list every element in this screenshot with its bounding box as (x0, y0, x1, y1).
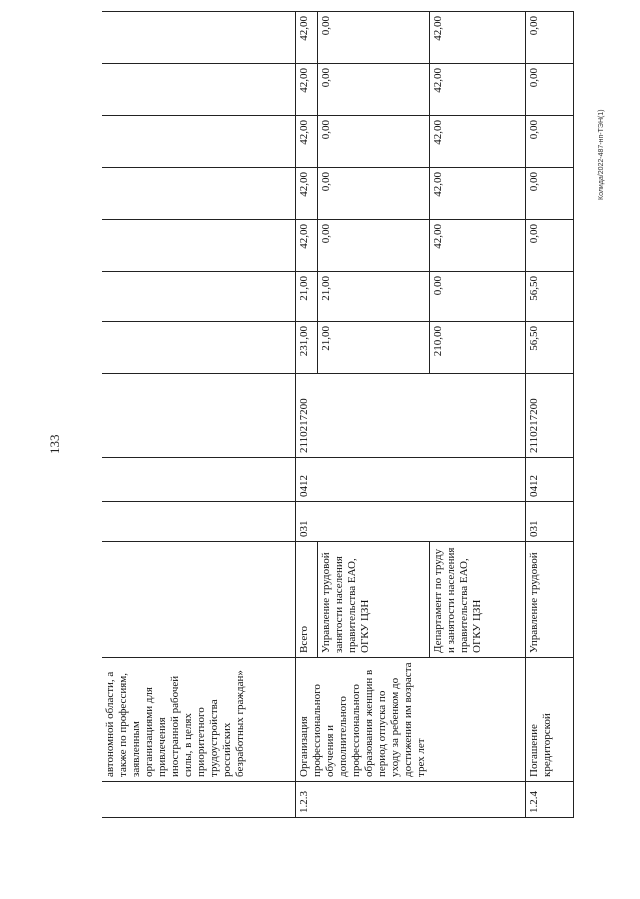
cell-year-5: 42,00 (295, 64, 317, 116)
budget-table-rotor (102, 16, 573, 818)
budget-table-sheet (102, 16, 573, 818)
cell-year-5: 0,00 (317, 64, 429, 116)
cell-total (102, 322, 295, 374)
cell-year-2: 0,00 (317, 220, 429, 272)
cell-csr (102, 374, 295, 458)
cell-responsible: Управление трудовой (525, 542, 573, 658)
watermark-text: Колида/2022-487-нп-ТЭН(1) (598, 109, 605, 200)
cell-no: 1.2.4 (525, 782, 573, 818)
cell-year-3: 42,00 (429, 168, 525, 220)
cell-rzpr: 0412 (525, 458, 573, 502)
cell-activity: Погашение кредиторской (525, 658, 573, 782)
cell-year-2: 42,00 (295, 220, 317, 272)
cell-year-1: 0,00 (429, 272, 525, 322)
cell-total: 231,00 (295, 322, 317, 374)
cell-rzpr (317, 458, 429, 502)
table-row-1-2-3-total (295, 12, 317, 818)
cell-year-6: 0,00 (317, 12, 429, 64)
cell-year-6: 42,00 (429, 12, 525, 64)
cell-no: 1.2.3 (295, 782, 525, 818)
cell-year-5 (102, 64, 295, 116)
table-row-continuation (102, 12, 295, 818)
page-number: 133 (47, 434, 62, 454)
cell-year-2 (102, 220, 295, 272)
cell-rzpr: 0412 (295, 458, 317, 502)
cell-year-6 (102, 12, 295, 64)
cell-rzpr (102, 458, 295, 502)
cell-year-4: 0,00 (317, 116, 429, 168)
cell-year-1 (102, 272, 295, 322)
cell-year-2: 0,00 (525, 220, 573, 272)
cell-year-1: 56,50 (525, 272, 573, 322)
cell-csr (317, 374, 429, 458)
cell-csr: 2110217200 (295, 374, 317, 458)
cell-grbs: 031 (525, 502, 573, 542)
cell-grbs: 031 (295, 502, 317, 542)
cell-responsible: Всего (295, 542, 317, 658)
cell-activity: Организация профессионального обучения и дополнительного профессионального образования женщин в период отпуска по уходу за ребенком до достижения им возраста трех лет (295, 658, 525, 782)
cell-year-3: 0,00 (317, 168, 429, 220)
cell-year-1: 21,00 (317, 272, 429, 322)
cell-year-6: 0,00 (525, 12, 573, 64)
cell-year-5: 0,00 (525, 64, 573, 116)
cell-total: 210,00 (429, 322, 525, 374)
cell-responsible (102, 542, 295, 658)
cell-year-4 (102, 116, 295, 168)
cell-year-2: 42,00 (429, 220, 525, 272)
budget-table (102, 11, 574, 818)
cell-year-6: 42,00 (295, 12, 317, 64)
document-watermark (598, 70, 608, 200)
cell-year-5: 42,00 (429, 64, 525, 116)
cell-year-3 (102, 168, 295, 220)
cell-year-4: 42,00 (295, 116, 317, 168)
cell-grbs (317, 502, 429, 542)
cell-activity: автономной области, а также по профессиям, заявленным организациями для привлечения иностранной рабочей силы, в целях приоритетного трудоустройства российских безработных граждан» (102, 658, 295, 782)
cell-grbs (429, 502, 525, 542)
cell-csr: 2110217200 (525, 374, 573, 458)
cell-responsible: Департамент по труду и занятости населения правительства ЕАО, ОГКУ ЦЗН (429, 542, 525, 658)
cell-year-4: 0,00 (525, 116, 573, 168)
cell-year-3: 0,00 (525, 168, 573, 220)
cell-year-4: 42,00 (429, 116, 525, 168)
cell-total: 21,00 (317, 322, 429, 374)
cell-no (102, 782, 295, 818)
cell-total: 56,50 (525, 322, 573, 374)
cell-year-3: 42,00 (295, 168, 317, 220)
cell-rzpr (429, 458, 525, 502)
cell-grbs (102, 502, 295, 542)
cell-responsible: Управление трудовой занятости населения правительства ЕАО, ОГКУ ЦЗН (317, 542, 429, 658)
table-row-1-2-4 (525, 12, 573, 818)
cell-csr (429, 374, 525, 458)
cell-year-1: 21,00 (295, 272, 317, 322)
